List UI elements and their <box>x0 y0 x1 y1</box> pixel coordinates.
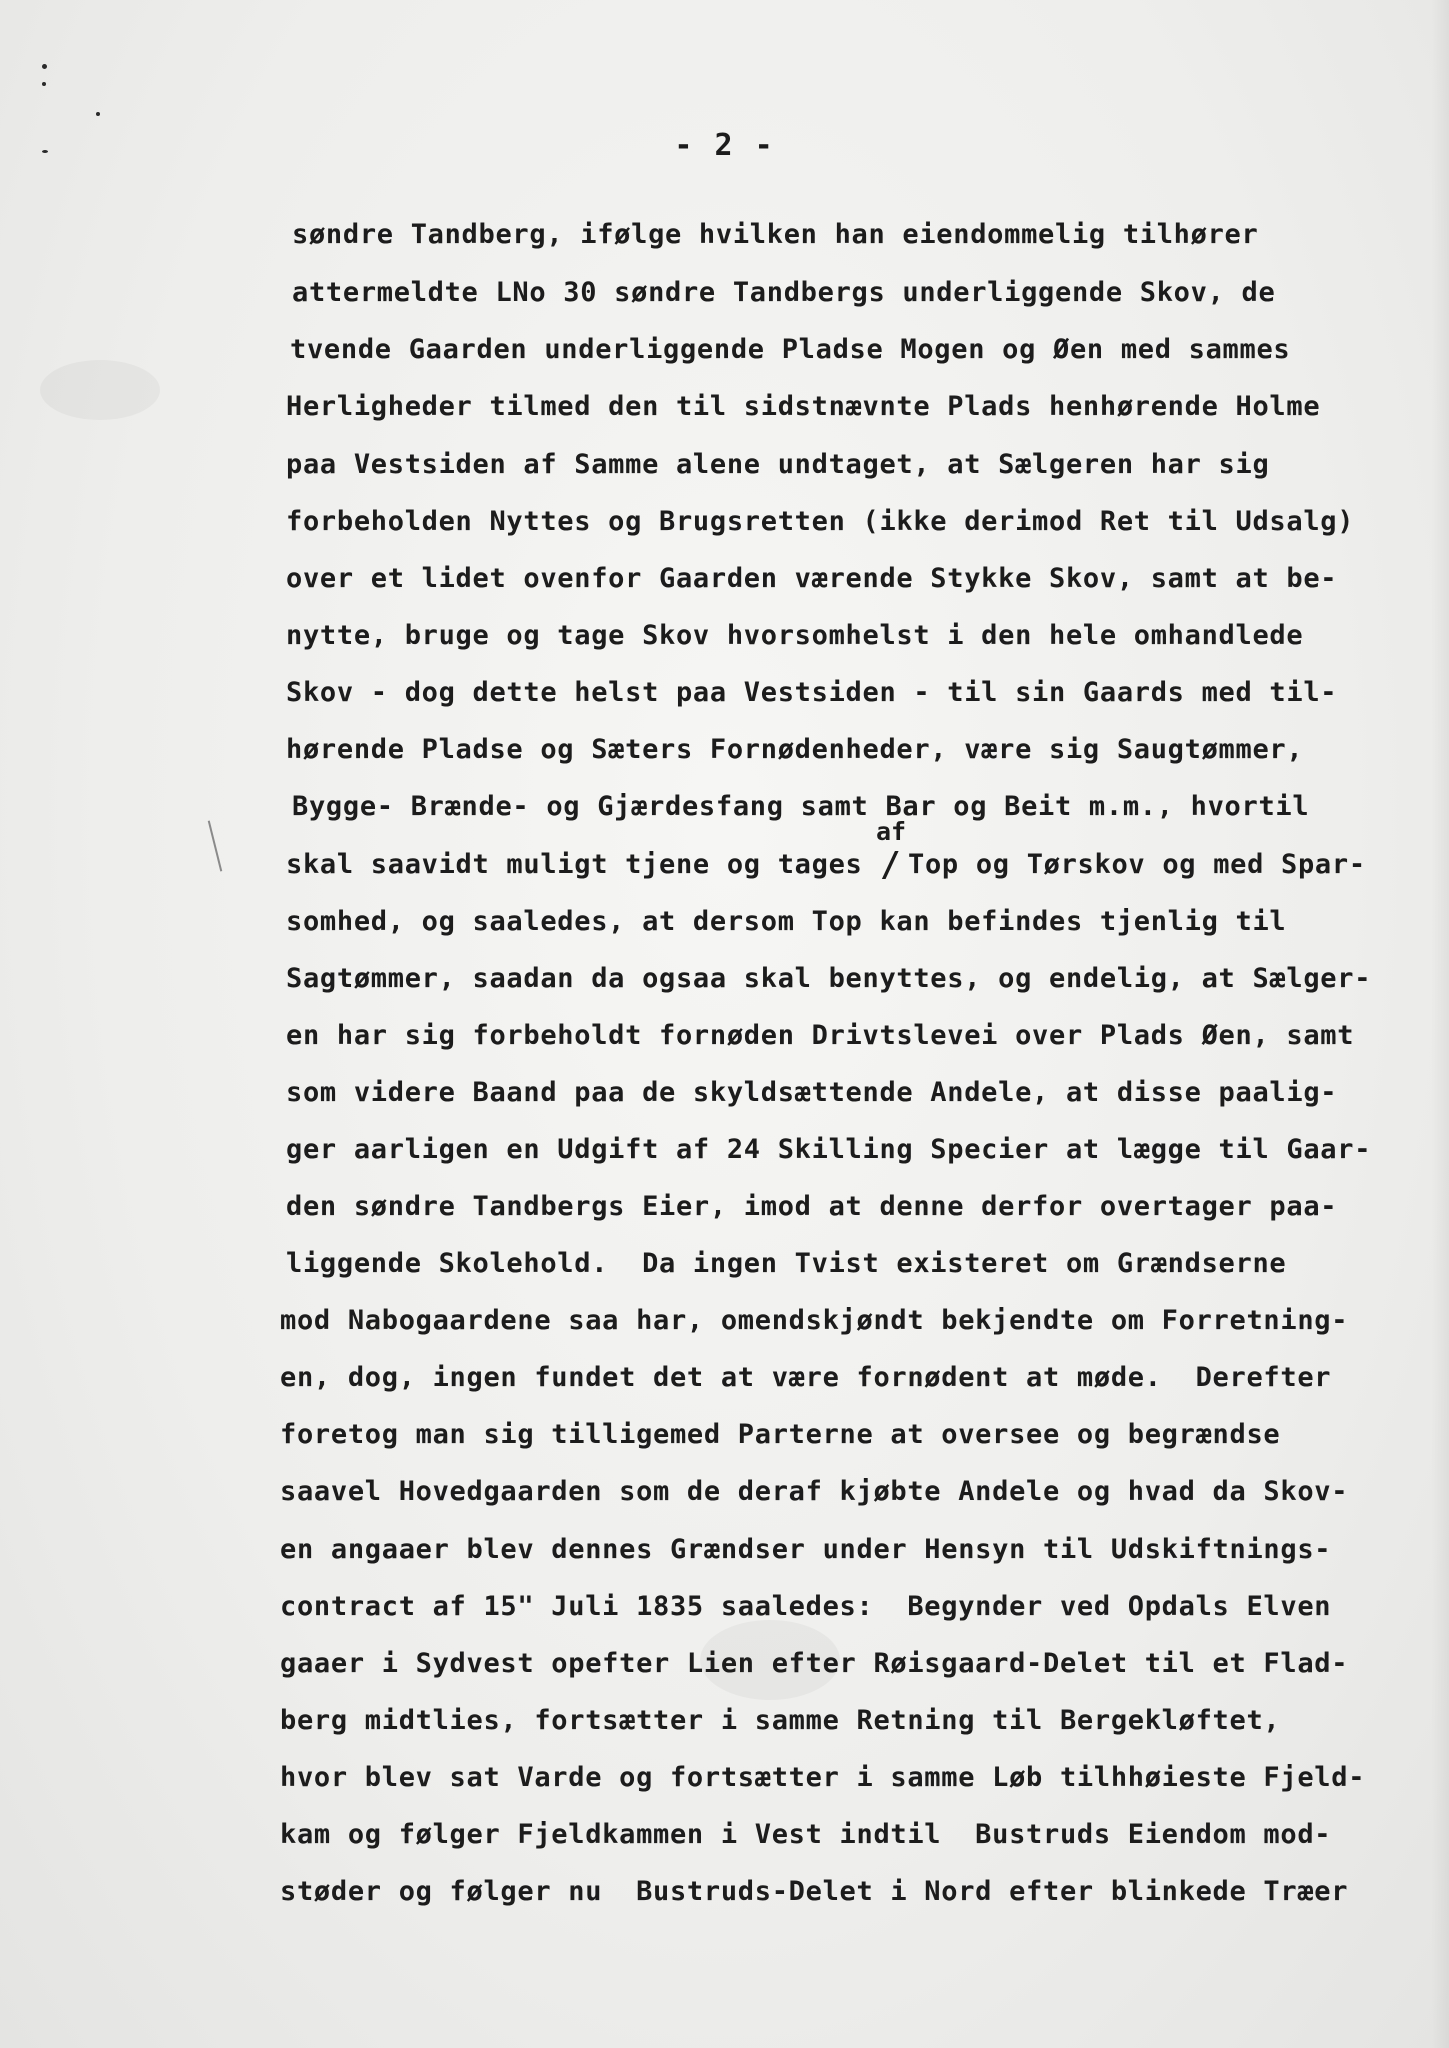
text-line-18: den søndre Tandbergs Eier, imod at denne derfor overtager paa- <box>286 1191 1338 1222</box>
text-line-2: attermeldte LNo 30 søndre Tandbergs underliggende Skov, de <box>292 277 1276 308</box>
text-line-25: contract af 15" Juli 1835 saaledes: Begynder ved Opdals Elven <box>280 1591 1332 1622</box>
page-number: - 2 - <box>674 128 775 163</box>
text-line-26: gaaer i Sydvest opefter Lien efter Røisgaard-Delet til et Flad- <box>280 1648 1349 1679</box>
page-edge-shadow <box>1431 0 1449 2048</box>
text-line-3: tvende Gaarden underliggende Pladse Mogen og Øen med sammes <box>290 334 1291 365</box>
text-line-1: søndre Tandberg, ifølge hvilken han eiendommelig tilhører <box>292 219 1259 250</box>
text-line-5: paa Vestsiden af Samme alene undtaget, at Sælgeren har sig <box>286 449 1270 480</box>
text-line-29: kam og følger Fjeldkammen i Vest indtil Bustruds Eiendom mod- <box>280 1819 1332 1850</box>
text-line-15: en har sig forbeholdt fornøden Drivtslevei over Plads Øen, samt <box>286 1020 1355 1051</box>
text-line-14: Sagtømmer, saadan da ogsaa skal benyttes, og endelig, at Sælger- <box>286 963 1372 994</box>
text-line-27: berg midtlies, fortsætter i samme Retning til Bergekløftet, <box>280 1705 1281 1736</box>
insert-mark: / <box>880 845 901 885</box>
margin-dot <box>42 82 46 86</box>
text-line-16: som videre Baand paa de skyldsættende Andele, at disse paalig- <box>286 1077 1338 1108</box>
paper-smudge <box>40 360 160 420</box>
text-line-7: over et lidet ovenfor Gaarden værende Stykke Skov, samt at be- <box>286 563 1338 594</box>
text-line-12a: skal saavidt muligt tjene og tages <box>286 849 863 880</box>
text-line-24: en angaaer blev dennes Grændser under Hensyn til Udskiftnings- <box>280 1534 1332 1565</box>
text-line-8: nytte, bruge og tage Skov hvorsomhelst i den hele omhandlede <box>286 620 1304 651</box>
text-line-22: foretog man sig tilligemed Parterne at oversee og begrændse <box>280 1419 1281 1450</box>
text-line-11: Bygge- Brænde- og Gjærdesfang samt Bar og Beit m.m., hvortil <box>292 791 1310 822</box>
text-line-4: Herligheder tilmed den til sidstnævnte Plads henhørende Holme <box>286 391 1321 422</box>
text-line-6: forbeholden Nyttes og Brugsretten (ikke derimod Ret til Udsalg) <box>286 506 1355 537</box>
text-line-9: Skov - dog dette helst paa Vestsiden - til sin Gaards med til- <box>286 677 1338 708</box>
text-line-20: mod Nabogaardene saa har, omendskjøndt bekjendte om Forretning- <box>280 1305 1349 1336</box>
interlinear-insert: af <box>876 817 907 846</box>
text-line-28: hvor blev sat Varde og fortsætter i samme Løb tilhhøieste Fjeld- <box>280 1762 1366 1793</box>
text-line-17: ger aarligen en Udgift af 24 Skilling Specier at lægge til Gaar- <box>286 1134 1372 1165</box>
text-line-23: saavel Hovedgaarden som de deraf kjøbte Andele og hvad da Skov- <box>280 1476 1349 1507</box>
text-line-19: liggende Skolehold. Da ingen Tvist existeret om Grændserne <box>286 1248 1287 1279</box>
margin-pencil-mark <box>208 821 223 872</box>
text-line-30: støder og følger nu Bustruds-Delet i Nord efter blinkede Træer <box>280 1876 1349 1907</box>
margin-dot <box>42 64 47 69</box>
margin-dot <box>96 112 100 116</box>
text-line-12b: Top og Tørskov og med Spar- <box>908 849 1366 880</box>
text-line-13: somhed, og saaledes, at dersom Top kan befindes tjenlig til <box>286 906 1287 937</box>
text-line-21: en, dog, ingen fundet det at være fornødent at møde. Derefter <box>280 1362 1332 1393</box>
text-line-10: hørende Pladse og Sæters Fornødenheder, være sig Saugtømmer, <box>286 734 1304 765</box>
